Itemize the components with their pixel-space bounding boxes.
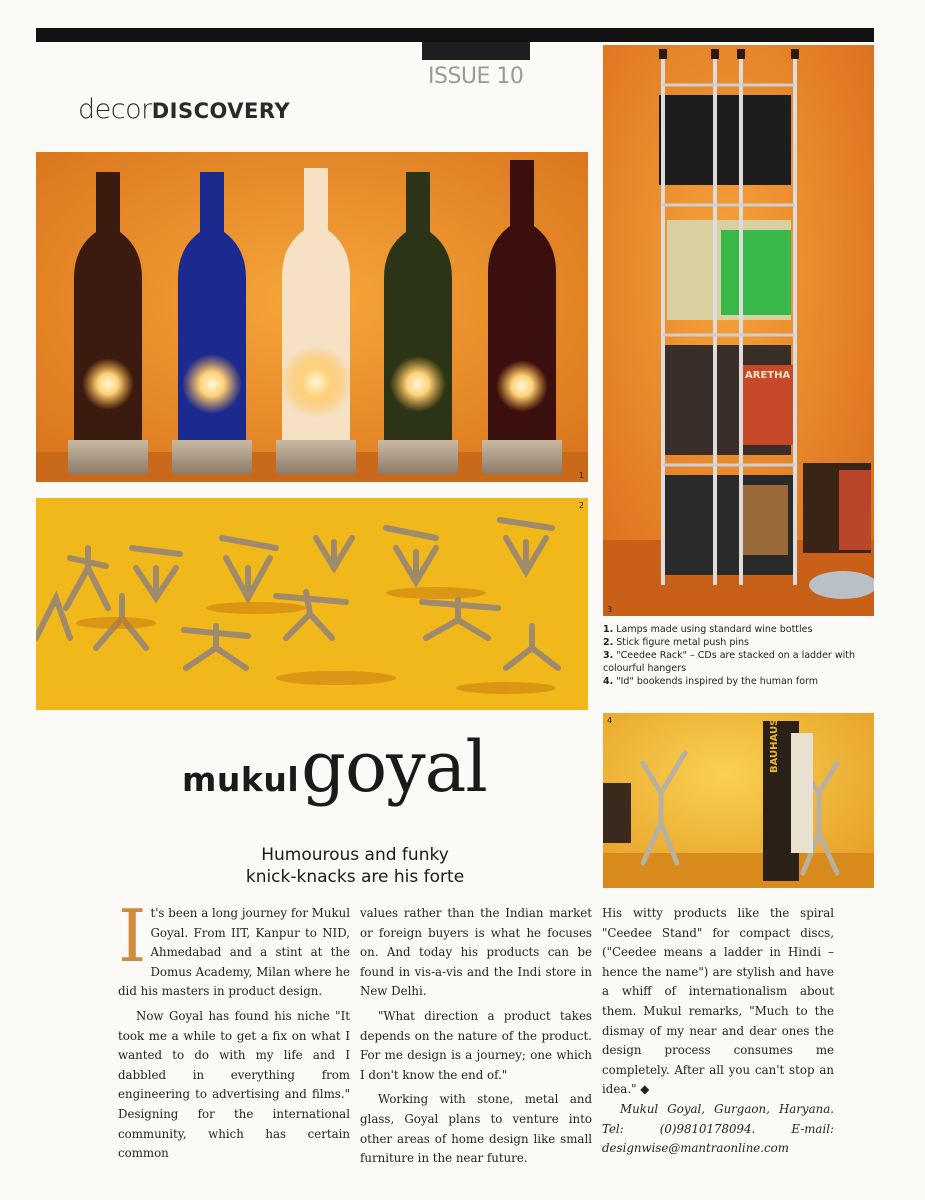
subheadline-line-1: Humourous and funky bbox=[261, 845, 449, 865]
photo-number-1: 1 bbox=[578, 471, 584, 480]
photo-ceedee-rack bbox=[603, 45, 874, 616]
bauhaus-book-label: BAUHAUS bbox=[769, 718, 780, 773]
ceedee-rack-image bbox=[603, 45, 874, 616]
article-paragraph: Now Goyal has found his niche "It took me a while to get a fix on what I wanted to do with my life and I dabbled in everything from engineering to advertising and films." Designing for the international community, which has certain common bbox=[118, 1008, 350, 1161]
article-column-1 bbox=[118, 894, 350, 1164]
photo-id-bookends bbox=[603, 713, 874, 888]
photo-number-4: 4 bbox=[607, 716, 613, 725]
wine-bottle-lamps-image bbox=[36, 152, 588, 482]
photo-number-3: 3 bbox=[607, 605, 613, 614]
stick-figure-pins-image bbox=[36, 498, 588, 710]
section-title-light: decor bbox=[78, 94, 152, 125]
headline-last-name: goyal bbox=[301, 726, 487, 808]
caption-4: 4. "Id" bookends inspired by the human form bbox=[603, 676, 819, 687]
aretha-label: ARETHA bbox=[745, 370, 791, 381]
photo-captions bbox=[603, 623, 873, 688]
section-title-bold: DISCOVERY bbox=[151, 99, 291, 123]
subheadline bbox=[200, 844, 510, 888]
contact-credit: Mukul Goyal, Gurgaon, Haryana. Tel: (0)9810178094. E-mail: designwise@mantraonline.com bbox=[602, 1101, 834, 1156]
headline-first-name: mukul bbox=[182, 760, 300, 799]
end-mark-icon: ◆ bbox=[640, 1082, 650, 1097]
article-paragraph: It's been a long journey for Mukul Goyal. From IIT, Kanpur to NID, Ahmedabad and a stint at the Domus Academy, Milan where he did his masters in product design. bbox=[118, 894, 350, 999]
caption-2: 2. Stick figure metal push pins bbox=[603, 637, 749, 648]
caption-3: 3. "Ceedee Rack" – CDs are stacked on a ladder with colourful hangers bbox=[603, 650, 856, 674]
issue-number: ISSUE 10 bbox=[428, 64, 524, 89]
drop-cap: I bbox=[118, 894, 147, 978]
id-bookends-image bbox=[603, 713, 874, 888]
article-paragraph: Working with stone, metal and glass, Goyal plans to venture into other areas of home design like small furniture in the near future. bbox=[360, 1092, 592, 1166]
photo-wine-bottle-lamps bbox=[36, 152, 588, 482]
article-paragraph: values rather than the Indian market or foreign buyers is what he focuses on. And today his products can be found in vis-a-vis and the Indi store in New Delhi. bbox=[360, 906, 592, 999]
photo-number-2: 2 bbox=[578, 501, 584, 510]
issue-tab-bar bbox=[422, 42, 530, 60]
article-column-3 bbox=[602, 904, 834, 1159]
subheadline-line-2: knick-knacks are his forte bbox=[245, 867, 465, 887]
article-paragraph: His witty products like the spiral "Ceedee Stand" for compact discs, ("Ceedee means a ladder in Hindi – hence the name") are stylish and have a whiff of internationalism about them. Mukul remarks, "Much to the dismay of my near and dear ones the design process consumes me completely. After all you can't stop an idea." ◆ bbox=[602, 906, 834, 1097]
caption-1: 1. Lamps made using standard wine bottles bbox=[603, 624, 813, 635]
article-column-2 bbox=[360, 904, 592, 1169]
section-title bbox=[78, 94, 290, 125]
top-rule-bar bbox=[36, 28, 874, 42]
photo-stick-figure-pins bbox=[36, 498, 588, 710]
article-paragraph: "What direction a product takes depends on the nature of the product. For me design is a journey; one which I don't know the end of." bbox=[360, 1008, 592, 1082]
headline bbox=[182, 726, 487, 808]
